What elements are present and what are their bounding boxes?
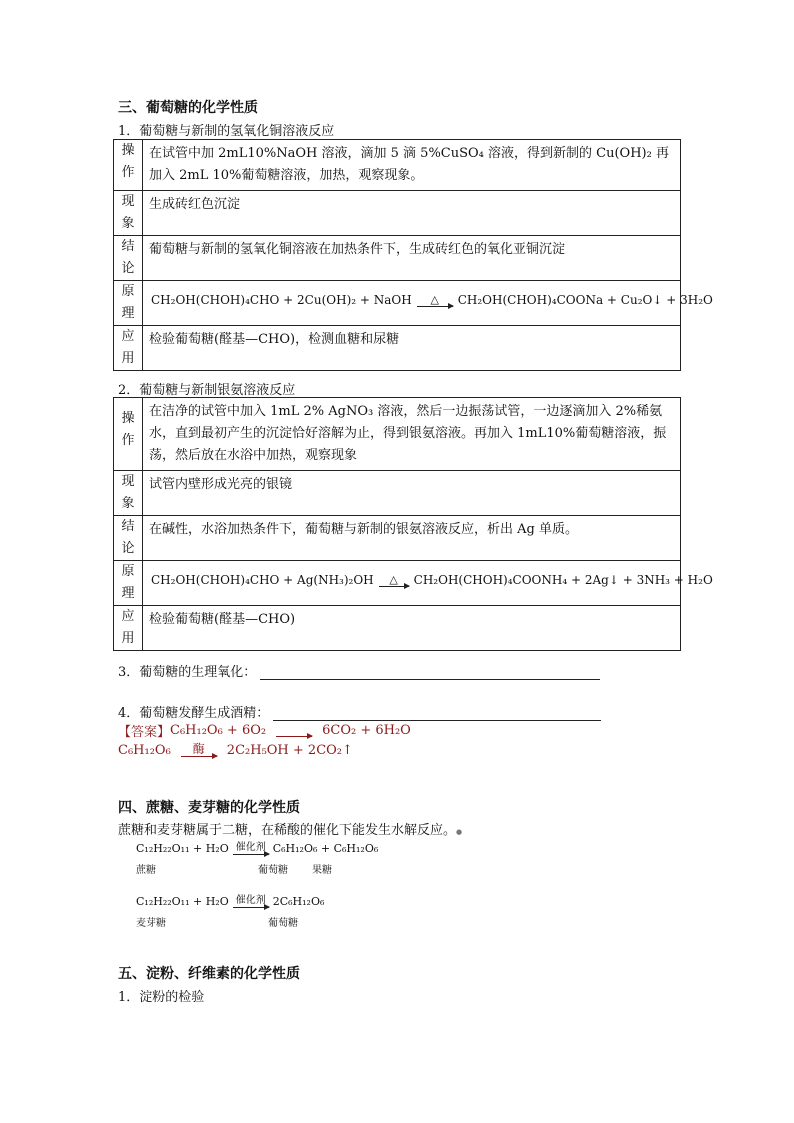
answer-blank[interactable] — [273, 706, 601, 721]
row-label-principle: 原 理 — [114, 561, 143, 606]
section3-item1: 1．葡萄糖与新制的氢氧化铜溶液反应 — [118, 124, 335, 139]
row-label-operation: 操 作 — [114, 398, 143, 471]
row-label-phenomenon: 现 象 — [114, 191, 143, 236]
table-row — [114, 326, 681, 371]
row-label-application: 应 用 — [114, 326, 143, 371]
table-row — [114, 606, 681, 651]
section5-title: 五、淀粉、纤维素的化学性质 — [118, 966, 300, 982]
operation-text: 在试管中加 2mL10%NaOH 溶液，滴加 5 滴 5%CuSO₄ 溶液，得到新制的 Cu(OH)₂ 再加入 2mL 10%葡萄糖溶液，加热，观察现象。 — [143, 140, 681, 191]
answer-equation-1: 【答案】 C₆H₁₂O₆ + 6O₂ 6CO₂ + 6H₂O — [118, 723, 411, 740]
table-row — [114, 191, 681, 236]
section4-title: 四、蔗糖、麦芽糖的化学性质 — [118, 800, 300, 816]
maltose-hydrolysis-equation: C₁₂H₂₂O₁₁ + H₂O 催化剂 2C₆H₁₂O₆ 麦芽糖 葡萄糖 — [136, 895, 325, 929]
operation-text: 在洁净的试管中加入 1mL 2% AgNO₃ 溶液，然后一边振荡试管，一边逐滴加入 2%稀氨水，直到最初产生的沉淀恰好溶解为止，得到银氨溶液。再加入 1mL10%葡萄糖溶液，振荡，然后放在水浴中加热，观察现象 — [143, 398, 681, 471]
table-copper-hydroxide — [113, 139, 713, 371]
section3-item4: 4．葡萄糖发酵生成酒精： — [118, 702, 601, 721]
reaction-arrow-icon — [233, 854, 269, 855]
section3-item3: 3．葡萄糖的生理氧化： — [118, 661, 600, 680]
reaction-arrow-icon — [181, 756, 217, 757]
table-row — [114, 236, 681, 281]
reaction-arrow-icon — [379, 586, 409, 587]
section5-item1: 1．淀粉的检验 — [118, 990, 205, 1005]
principle-equation: CH₂OH(CHOH)₄CHO + 2Cu(OH)₂ + NaOH △ CH₂OH(CHOH)₄COONa + Cu₂O↓ + 3H₂O — [143, 281, 681, 326]
application-text: 检验葡萄糖(醛基—CHO) — [143, 606, 681, 651]
row-label-operation: 操 作 — [114, 140, 143, 191]
sucrose-hydrolysis-equation: C₁₂H₂₂O₁₁ + H₂O 催化剂 C₆H₁₂O₆ + C₆H₁₂O₆ 蔗糖 葡萄糖 果糖 — [136, 842, 379, 876]
reaction-arrow-icon — [417, 306, 453, 307]
table-row — [114, 561, 681, 606]
reaction-arrow-icon — [233, 907, 269, 908]
principle-equation: CH₂OH(CHOH)₄CHO + Ag(NH₃)₂OH △ CH₂OH(CHOH)₄COONH₄ + 2Ag↓ + 3NH₃ + H₂O — [143, 561, 681, 606]
table-row — [114, 516, 681, 561]
row-label-principle: 原 理 — [114, 281, 143, 326]
table-row — [114, 281, 681, 326]
row-label-phenomenon: 现 象 — [114, 471, 143, 516]
section3-item2: 2．葡萄糖与新制银氨溶液反应 — [118, 383, 296, 398]
conclusion-text: 葡萄糖与新制的氢氧化铜溶液在加热条件下，生成砖红色的氧化亚铜沉淀 — [143, 236, 681, 281]
answer-blank[interactable] — [260, 665, 600, 680]
table-row — [114, 471, 681, 516]
section3-title: 三、葡萄糖的化学性质 — [118, 100, 258, 116]
table-row — [114, 398, 681, 471]
row-label-conclusion: 结 论 — [114, 236, 143, 281]
table-row — [114, 140, 681, 191]
table-silver-ammonia — [113, 397, 713, 651]
phenomenon-text: 生成砖红色沉淀 — [143, 191, 681, 236]
application-text: 检验葡萄糖(醛基—CHO)，检测血糖和尿糖 — [143, 326, 681, 371]
row-label-conclusion: 结 论 — [114, 516, 143, 561]
conclusion-text: 在碱性，水浴加热条件下，葡萄糖与新制的银氨溶液反应，析出 Ag 单质。 — [143, 516, 681, 561]
row-label-application: 应 用 — [114, 606, 143, 651]
answer-equation-2: C₆H₁₂O₆ 酶 2C₂H₅OH + 2CO₂↑ — [118, 742, 353, 758]
reaction-arrow-icon — [276, 736, 312, 737]
section4-description: 蔗糖和麦芽糖属于二糖，在稀酸的催化下能发生水解反应。● — [118, 823, 463, 838]
phenomenon-text: 试管内壁形成光亮的银镜 — [143, 471, 681, 516]
